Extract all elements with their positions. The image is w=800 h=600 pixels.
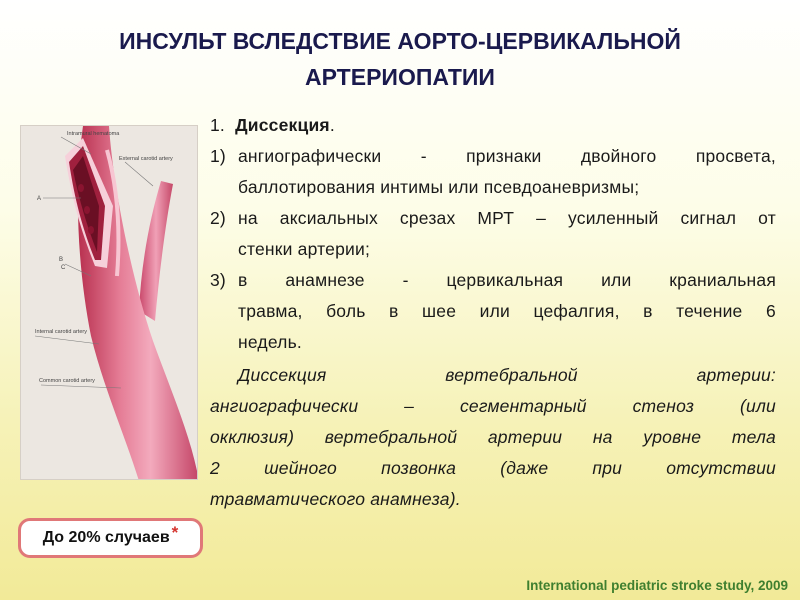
word: цервикальная <box>446 270 564 290</box>
word: окклюзия) <box>210 427 295 447</box>
word: на <box>238 208 258 228</box>
word: просвета, <box>695 146 776 166</box>
item-1-line-2: баллотирования интимы или псевдоаневризмы; <box>238 177 640 197</box>
title-line-2: АРТЕРИОПАТИИ <box>305 64 495 90</box>
section-heading <box>210 110 335 141</box>
vertebral-line-5: травматического анамнеза). <box>210 489 461 509</box>
word: 6 <box>765 301 776 321</box>
word: травма, <box>238 301 303 321</box>
word: боль <box>326 301 366 321</box>
item-2-line-2: стенки артерии; <box>238 239 371 259</box>
item-3-line-1 <box>238 265 776 296</box>
word: сигнал <box>680 208 737 228</box>
word: краниальная <box>669 270 776 290</box>
item-1-number: 1) <box>210 146 226 166</box>
heading-number: 1. <box>210 115 225 135</box>
cases-percentage-badge <box>18 518 203 558</box>
word: шейного <box>264 458 337 478</box>
word: срезах <box>399 208 456 228</box>
marker-a: A <box>37 196 42 202</box>
asterisk: * <box>171 523 179 542</box>
word: ангиографически <box>238 146 382 166</box>
item-2-line-1 <box>238 203 776 234</box>
word: 2 <box>210 458 220 478</box>
title-line-1: ИНСУЛЬТ ВСЛЕДСТВИЕ АОРТО-ЦЕРВИКАЛЬНОЙ <box>119 28 681 54</box>
label-external-carotid: External carotid artery <box>119 156 173 162</box>
item-3-line-2 <box>238 296 776 327</box>
item-3-line-3: недель. <box>238 332 302 352</box>
word: на <box>592 427 613 447</box>
word: Диссекция <box>238 365 327 385</box>
vertebral-line-3 <box>210 422 776 453</box>
word: усиленный <box>568 208 659 228</box>
word: - <box>402 270 409 290</box>
word: МРТ <box>477 208 515 228</box>
word: сегментарный <box>459 396 587 416</box>
word: артерии: <box>696 365 776 385</box>
heading-dot: . <box>329 115 335 135</box>
word: – <box>404 396 415 416</box>
word: анамнезе <box>285 270 365 290</box>
label-internal-carotid: Internal carotid artery <box>35 329 87 335</box>
marker-b: B <box>59 257 64 263</box>
item-2-number: 2) <box>210 208 226 228</box>
vertebral-line-4 <box>210 453 776 484</box>
word: или <box>479 301 510 321</box>
word: или <box>601 270 632 290</box>
word: тела <box>731 427 776 447</box>
word: ангиографически <box>210 396 359 416</box>
word: - <box>420 146 427 166</box>
artery-dissection-illustration <box>20 125 198 480</box>
word: течение <box>676 301 743 321</box>
word: вертебральной <box>324 427 458 447</box>
word: аксиальных <box>279 208 378 228</box>
word: (даже <box>500 458 549 478</box>
marker-c: C <box>61 265 66 271</box>
word: при <box>592 458 623 478</box>
item-1-line-1 <box>238 141 776 172</box>
word: артерии <box>487 427 563 447</box>
vertebral-line-2 <box>210 391 776 422</box>
word: уровне <box>643 427 702 447</box>
word: в <box>643 301 653 321</box>
word: отсутствии <box>666 458 776 478</box>
word: признаки <box>466 146 542 166</box>
word: от <box>758 208 776 228</box>
item-3-number: 3) <box>210 270 226 290</box>
word: в <box>389 301 399 321</box>
word: шее <box>422 301 457 321</box>
citation: International pediatric stroke study, 2009 <box>526 578 788 593</box>
label-common-carotid: Common carotid artery <box>39 378 95 384</box>
word: цефалгия, <box>533 301 620 321</box>
label-intramural-hematoma: Intramural hematoma <box>67 131 120 137</box>
word: вертебральной <box>445 365 578 385</box>
word: позвонка <box>381 458 457 478</box>
word: двойного <box>580 146 657 166</box>
badge-text: До 20% случаев <box>42 529 170 546</box>
heading-text: Диссекция <box>235 115 330 135</box>
word: стеноз <box>632 396 695 416</box>
word: (или <box>740 396 776 416</box>
vertebral-line-1 <box>238 360 776 391</box>
word: в <box>238 270 248 290</box>
word: – <box>536 208 547 228</box>
